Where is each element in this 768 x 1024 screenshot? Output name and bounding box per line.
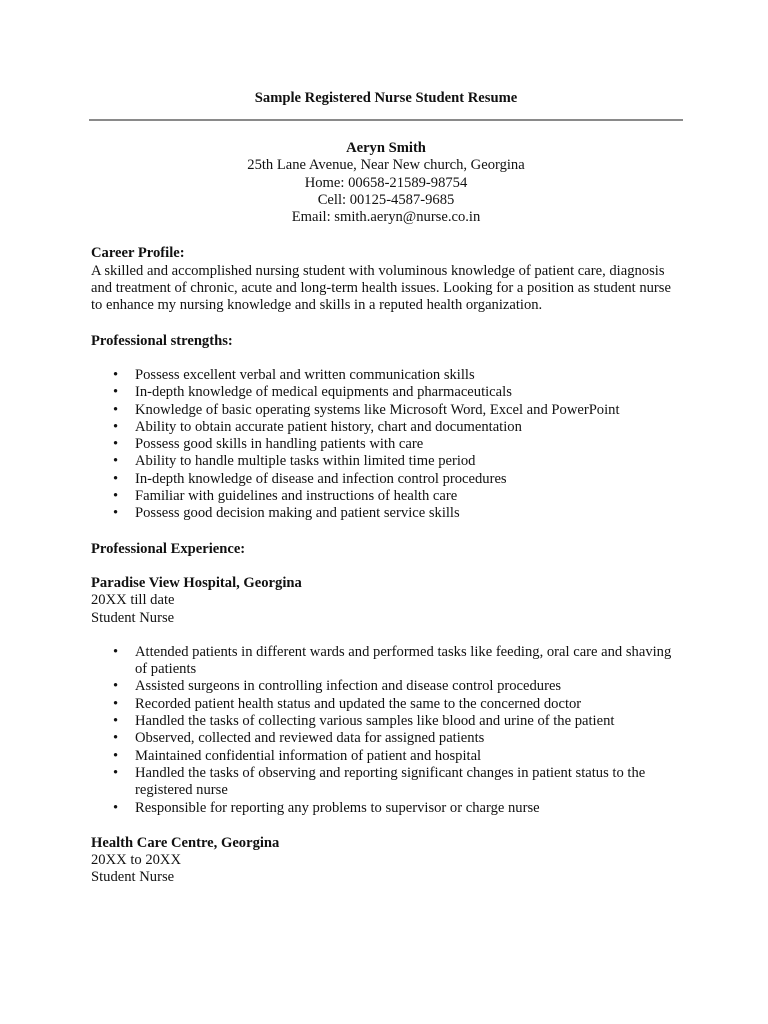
- list-item: • Recorded patient health status and updated the same to the concerned doctor: [91, 696, 681, 713]
- list-item: • Possess excellent verbal and written communication skills: [91, 367, 681, 384]
- job-dates: 20XX till date: [91, 592, 175, 609]
- list-item: • In-depth knowledge of disease and infection control procedures: [91, 471, 681, 488]
- list-item: • Ability to handle multiple tasks within limited time period: [91, 453, 681, 470]
- list-item: • Assisted surgeons in controlling infection and disease control procedures: [91, 678, 681, 695]
- document-title: Sample Registered Nurse Student Resume: [254, 90, 518, 106]
- contact-header: [91, 140, 681, 226]
- list-item: • Possess good decision making and patient service skills: [91, 505, 681, 522]
- list-item: • In-depth knowledge of medical equipments and pharmaceuticals: [91, 384, 681, 401]
- candidate-name: Aeryn Smith: [346, 140, 426, 156]
- list-item: • Attended patients in different wards and performed tasks like feeding, oral care and shaving of patients: [91, 644, 681, 679]
- list-item: • Handled the tasks of observing and reporting significant changes in patient status to the registered nurse: [91, 765, 681, 800]
- list-item: • Maintained confidential information of patient and hospital: [91, 748, 681, 765]
- title-divider: [89, 119, 683, 121]
- contact-email: Email: smith.aeryn@nurse.co.in: [291, 209, 481, 226]
- strengths-list: [91, 367, 681, 523]
- career-profile-text: A skilled and accomplished nursing student with voluminous knowledge of patient care, diagnosis and treatment of chronic, acute and long-term health issues. Looking for a position as student nurse to enhance my nursing knowledge and skills in a reputed health organization.: [91, 262, 671, 314]
- job-entry: [91, 835, 681, 887]
- strengths-heading: Professional strengths:: [91, 332, 233, 349]
- resume-page: [91, 90, 681, 887]
- career-profile-heading: Career Profile:: [91, 245, 185, 262]
- job-role: Student Nurse: [91, 869, 175, 886]
- employer-name: Paradise View Hospital, Georgina: [91, 574, 302, 591]
- strengths-section: [91, 333, 681, 523]
- list-item: • Ability to obtain accurate patient history, chart and documentation: [91, 419, 681, 436]
- list-item: • Handled the tasks of collecting various samples like blood and urine of the patient: [91, 713, 681, 730]
- list-item: • Possess good skills in handling patients with care: [91, 436, 681, 453]
- experience-heading: Professional Experience:: [91, 540, 246, 557]
- experience-section: [91, 541, 681, 887]
- employer-name: Health Care Centre, Georgina: [91, 834, 280, 851]
- list-item: • Familiar with guidelines and instructions of health care: [91, 488, 681, 505]
- contact-address: 25th Lane Avenue, Near New church, Georgina: [247, 157, 525, 174]
- list-item: • Responsible for reporting any problems to supervisor or charge nurse: [91, 800, 681, 817]
- duties-list: [91, 644, 681, 817]
- career-profile-section: [91, 245, 681, 314]
- contact-cell-phone: Cell: 00125-4587-9685: [317, 191, 455, 208]
- job-entry: [91, 575, 681, 817]
- contact-home-phone: Home: 00658-21589-98754: [304, 174, 468, 191]
- job-dates: 20XX to 20XX: [91, 852, 181, 869]
- list-item: • Knowledge of basic operating systems like Microsoft Word, Excel and PowerPoint: [91, 402, 681, 419]
- list-item: • Observed, collected and reviewed data for assigned patients: [91, 730, 681, 747]
- job-role: Student Nurse: [91, 609, 175, 626]
